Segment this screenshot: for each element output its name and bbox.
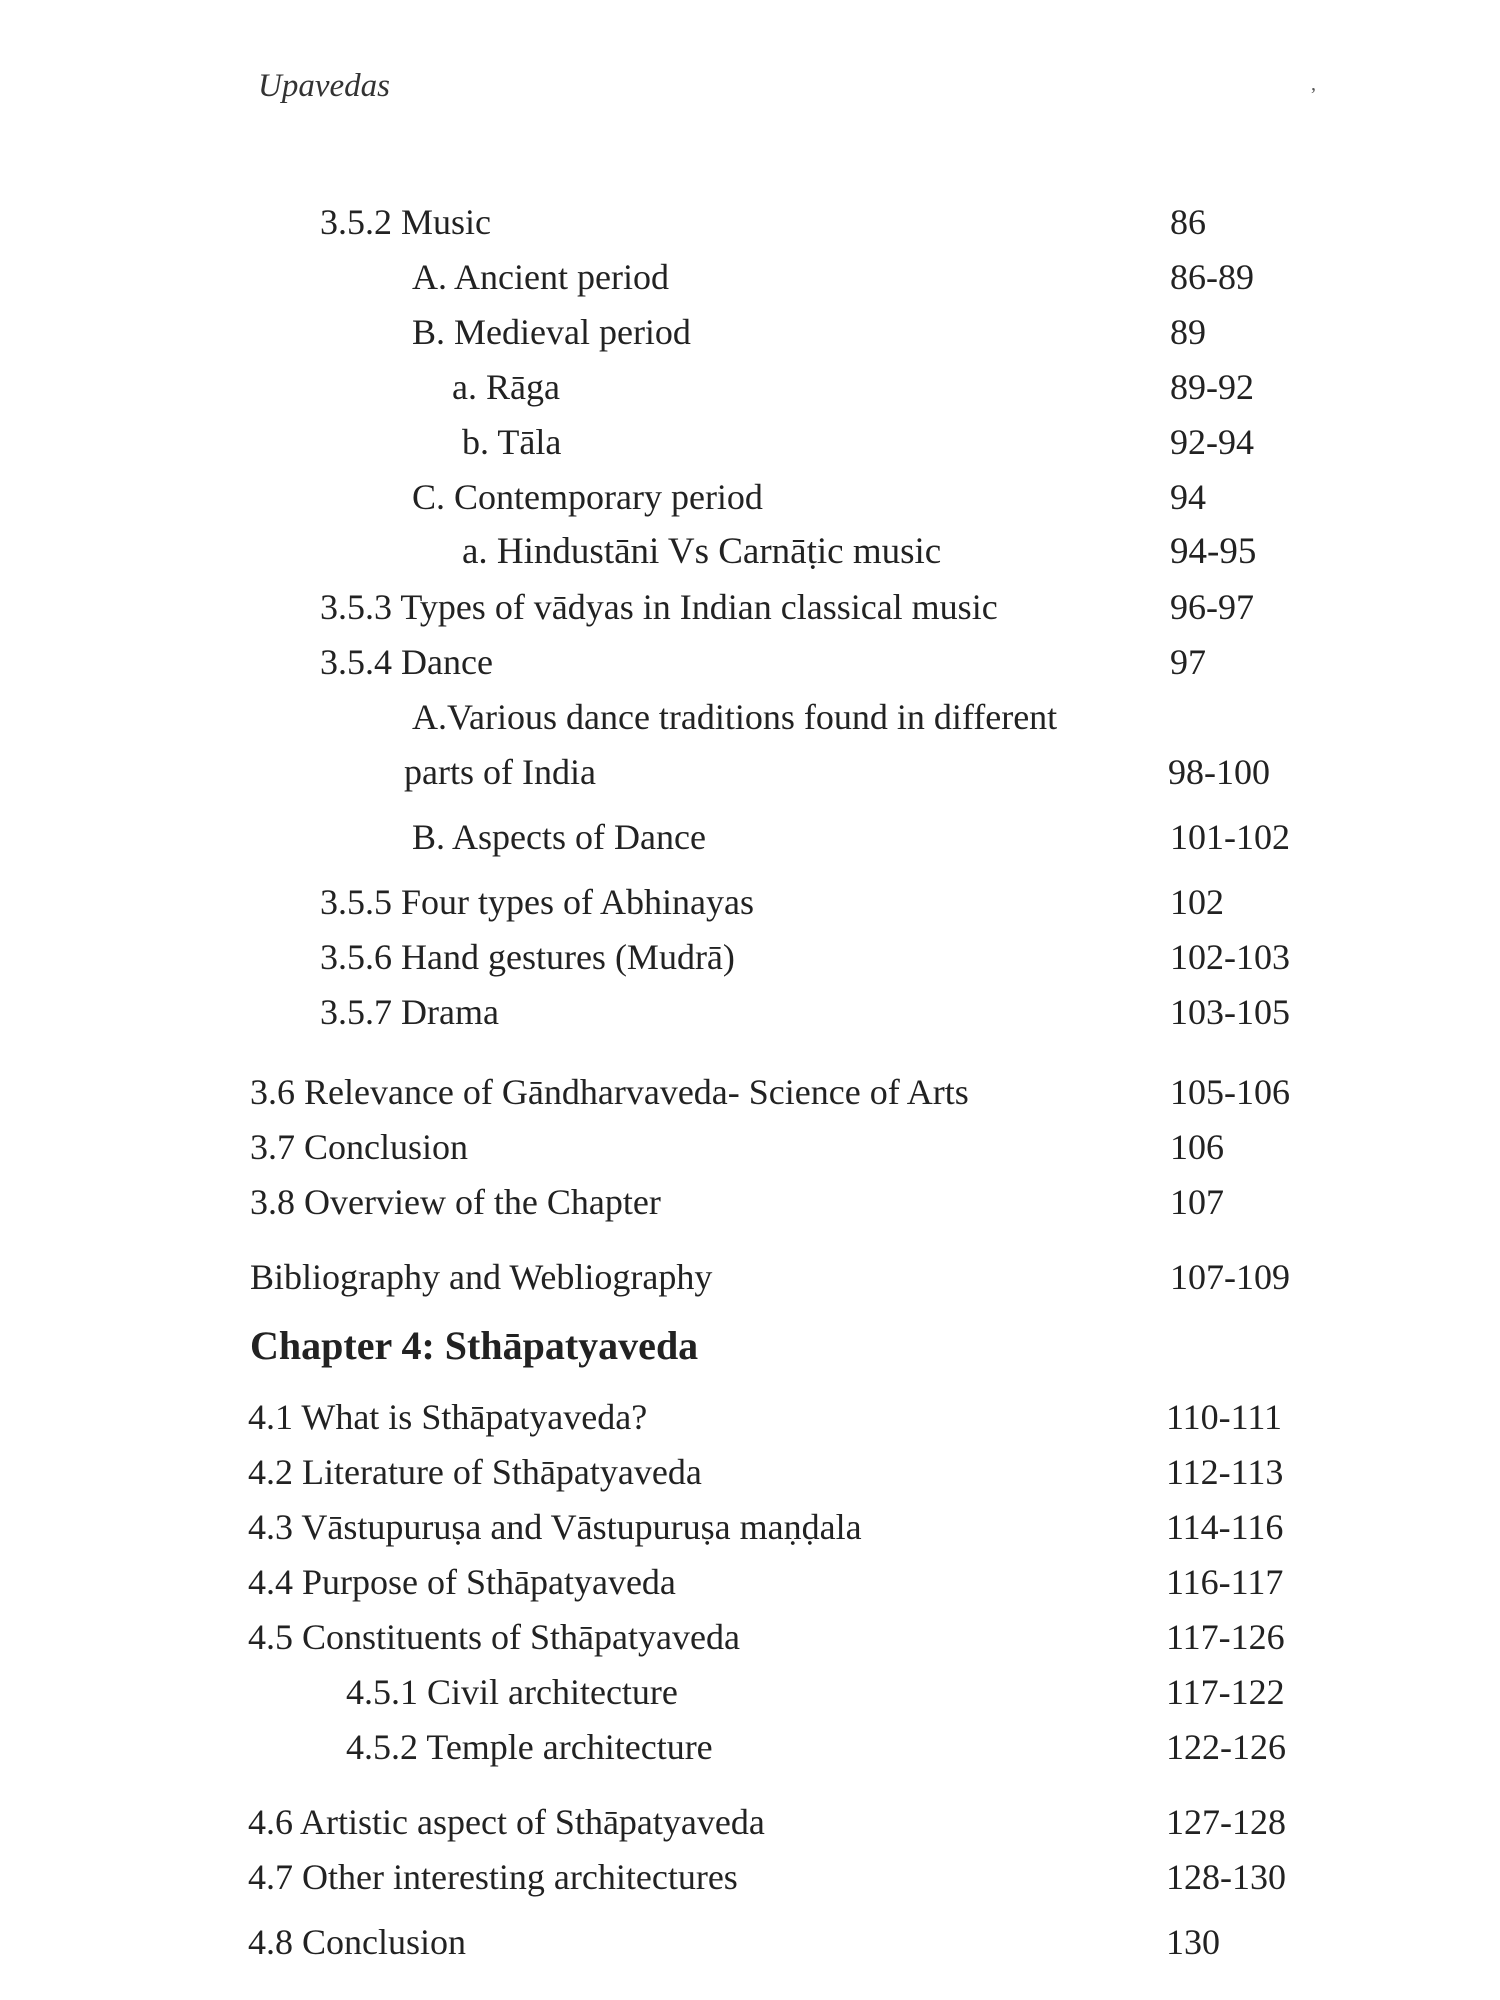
toc-entry-title: 4.5 Constituents of Sthāpatyaveda <box>248 1617 740 1657</box>
running-title: Upavedas <box>258 68 390 104</box>
toc-entry-title: 3.7 Conclusion <box>250 1127 469 1167</box>
toc-entry <box>250 1180 661 1224</box>
toc-entry <box>320 200 491 244</box>
chapter-heading: Chapter 4: Sthāpatyaveda <box>250 1323 699 1368</box>
toc-entry-pages: 86-89 <box>1170 257 1254 297</box>
toc-entry-title: 4.5.1 Civil architecture <box>346 1672 678 1712</box>
toc-entry <box>320 990 499 1034</box>
toc-entry <box>412 310 691 354</box>
toc-entry-pages: 127-128 <box>1166 1802 1286 1842</box>
toc-entry <box>412 475 763 519</box>
toc-entry-title: a. Hindustāni Vs Carnāṭic music <box>462 531 942 572</box>
toc-entry-pages: 112-113 <box>1166 1452 1284 1492</box>
toc-entry-title: 4.7 Other interesting architectures <box>248 1857 738 1897</box>
toc-entry-title: 4.8 Conclusion <box>248 1922 467 1962</box>
toc-entry <box>320 585 998 629</box>
toc-entry <box>248 1450 702 1494</box>
toc-entry <box>248 1800 765 1844</box>
toc-entry-pages: 114-116 <box>1166 1507 1284 1547</box>
toc-entry-pages: 101-102 <box>1170 817 1290 857</box>
toc-entry <box>412 255 669 299</box>
toc-entry-pages: 107-109 <box>1170 1257 1290 1297</box>
toc-entry-pages: 106 <box>1170 1127 1224 1167</box>
toc-entry-pages: 117-122 <box>1166 1672 1285 1712</box>
toc-entry-pages: 98-100 <box>1168 752 1270 792</box>
toc-entry <box>250 1125 468 1169</box>
toc-entry-pages: 96-97 <box>1170 587 1254 627</box>
toc-entry <box>346 1670 678 1714</box>
toc-entry-title: A. Ancient period <box>412 257 669 297</box>
toc-entry <box>250 1255 712 1299</box>
toc-entry <box>248 1560 676 1604</box>
toc-entry-pages: 86 <box>1170 202 1206 242</box>
toc-entry-pages: 102-103 <box>1170 937 1290 977</box>
toc-entry <box>248 1920 466 1964</box>
toc-entry-title: b. Tāla <box>462 422 562 462</box>
toc-entry <box>452 365 560 409</box>
toc-entry <box>320 880 754 924</box>
toc-entry-title: 3.8 Overview of the Chapter <box>250 1182 661 1222</box>
toc-entry-pages: 103-105 <box>1170 992 1290 1032</box>
toc-entry <box>250 1070 969 1114</box>
toc-entry <box>248 1615 740 1659</box>
toc-entry <box>462 420 561 464</box>
toc-entry-pages: 107 <box>1170 1182 1224 1222</box>
toc-entry-title: 3.5.6 Hand gestures (Mudrā) <box>320 937 735 977</box>
toc-entry-title: 3.5.7 Drama <box>320 992 499 1032</box>
toc-entry-title: 4.3 Vāstupuruṣa and Vāstupuruṣa maṇḍala <box>248 1507 862 1547</box>
toc-entry-title: 3.6 Relevance of Gāndharvaveda- Science of Arts <box>250 1072 969 1112</box>
page-mark: ’ <box>1310 84 1317 106</box>
toc-entry <box>320 640 493 684</box>
toc-entry-title: 3.5.3 Types of vādyas in Indian classical music <box>320 587 998 627</box>
toc-entry-pages: 102 <box>1170 882 1224 922</box>
toc-entry-title: C. Contemporary period <box>412 477 763 517</box>
toc-entry-title: 3.5.5 Four types of Abhinayas <box>320 882 754 922</box>
toc-entry <box>248 1855 738 1899</box>
toc-entry-pages: 116-117 <box>1166 1562 1284 1602</box>
toc-entry-pages: 94 <box>1170 477 1206 517</box>
toc-entry-title: 3.5.2 Music <box>320 202 491 242</box>
toc-entry-pages: 94-95 <box>1170 531 1257 572</box>
toc-entry-pages: 89-92 <box>1170 367 1254 407</box>
toc-entry-pages: 97 <box>1170 642 1206 682</box>
toc-entry-title: 4.1 What is Sthāpatyaveda? <box>248 1397 648 1437</box>
toc-entry <box>404 750 596 794</box>
toc-entry-pages: 89 <box>1170 312 1206 352</box>
toc-entry-pages: 117-126 <box>1166 1617 1285 1657</box>
toc-entry <box>320 935 735 979</box>
toc-entry-title: 3.5.4 Dance <box>320 642 493 682</box>
toc-entry-title: 4.4 Purpose of Sthāpatyaveda <box>248 1562 676 1602</box>
toc-entry <box>412 695 1057 739</box>
toc-entry-title: Bibliography and Webliography <box>250 1257 713 1297</box>
toc-entry-title: B. Medieval period <box>412 312 691 352</box>
toc-entry-title: A.Various dance traditions found in different <box>412 697 1058 737</box>
toc-entry <box>248 1505 862 1549</box>
toc-entry-title: 4.5.2 Temple architecture <box>346 1727 713 1767</box>
toc-entry-pages: 128-130 <box>1166 1857 1286 1897</box>
toc-entry-pages: 110-111 <box>1166 1397 1282 1437</box>
toc-entry-pages: 122-126 <box>1166 1727 1286 1767</box>
toc-entry-title: a. Rāga <box>452 367 560 407</box>
toc-entry <box>412 815 706 859</box>
toc-entry-title: 4.2 Literature of Sthāpatyaveda <box>248 1452 702 1492</box>
toc-entry-pages: 92-94 <box>1170 422 1254 462</box>
toc-entry <box>346 1725 713 1769</box>
toc-entry-title: parts of India <box>404 752 596 792</box>
toc-entry-pages: 130 <box>1166 1922 1220 1962</box>
toc-entry-pages: 105-106 <box>1170 1072 1290 1112</box>
toc-entry <box>248 1395 647 1439</box>
toc-entry-title: B. Aspects of Dance <box>412 817 706 857</box>
toc-entry-title: 4.6 Artistic aspect of Sthāpatyaveda <box>248 1802 765 1842</box>
toc-entry <box>462 530 941 574</box>
